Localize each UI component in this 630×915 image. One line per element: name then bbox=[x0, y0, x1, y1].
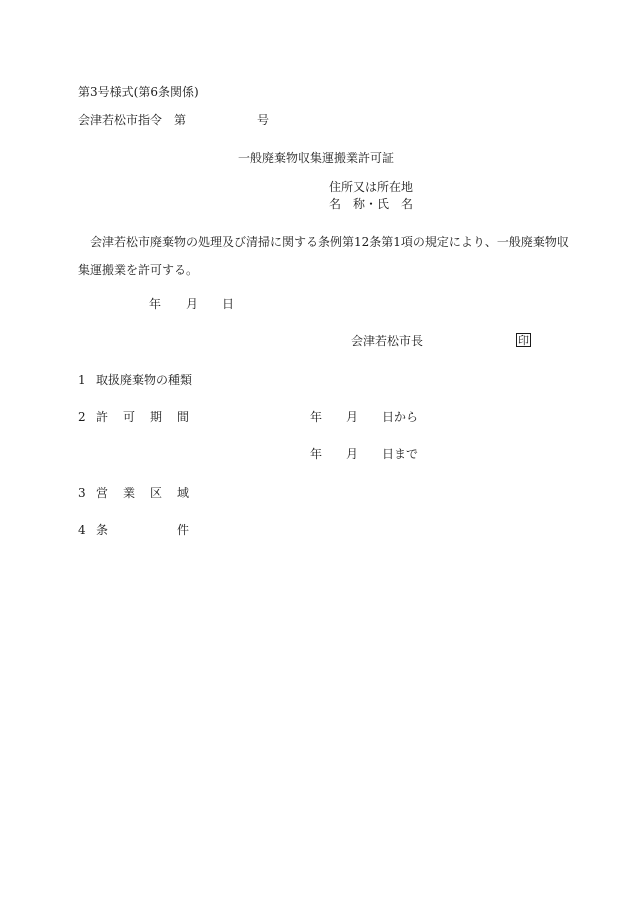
body-text-line-1: 会津若松市廃棄物の処理及び清掃に関する条例第12条第1項の規定により、一般廃棄物収 bbox=[90, 235, 569, 249]
name-label: 名 称・氏 名 bbox=[329, 197, 414, 211]
directive-prefix: 会津若松市指令 第 bbox=[78, 113, 187, 127]
seal-stamp: 印 bbox=[518, 334, 529, 347]
document-title: 一般廃棄物収集運搬業許可証 bbox=[238, 151, 395, 165]
item-2-label-char: 間 bbox=[177, 410, 190, 424]
issuer-title: 会津若松市長 bbox=[351, 334, 424, 348]
item-4-number: 4 bbox=[78, 523, 86, 537]
issue-date-year: 年 bbox=[149, 297, 162, 311]
item-4-label-char: 条 bbox=[96, 523, 109, 537]
issue-date-day: 日 bbox=[222, 297, 235, 311]
directive-suffix: 号 bbox=[257, 113, 270, 127]
item-1-number: 1 bbox=[78, 373, 86, 387]
period-from-year: 年 bbox=[310, 410, 323, 424]
issue-date-month: 月 bbox=[186, 297, 199, 311]
item-1-label: 取扱廃棄物の種類 bbox=[96, 373, 193, 387]
body-text-line-2: 集運搬業を許可する。 bbox=[78, 263, 199, 277]
period-to-day: 日まで bbox=[382, 447, 419, 461]
item-2-number: 2 bbox=[78, 410, 86, 424]
item-3-label-char: 業 bbox=[123, 486, 136, 500]
address-label: 住所又は所在地 bbox=[329, 180, 414, 194]
item-3-label-char: 営 bbox=[96, 486, 109, 500]
item-3-label-char: 域 bbox=[177, 486, 190, 500]
form-number: 第3号様式(第6条関係) bbox=[78, 85, 199, 99]
item-2-label-char: 許 bbox=[96, 410, 109, 424]
item-2-label-char: 可 bbox=[123, 410, 136, 424]
item-3-number: 3 bbox=[78, 486, 86, 500]
item-3-label-char: 区 bbox=[150, 486, 163, 500]
period-to-year: 年 bbox=[310, 447, 323, 461]
item-2-label-char: 期 bbox=[150, 410, 163, 424]
period-from-month: 月 bbox=[346, 410, 359, 424]
period-to-month: 月 bbox=[346, 447, 359, 461]
period-from-day: 日から bbox=[382, 410, 419, 424]
item-4-label-char: 件 bbox=[177, 523, 190, 537]
